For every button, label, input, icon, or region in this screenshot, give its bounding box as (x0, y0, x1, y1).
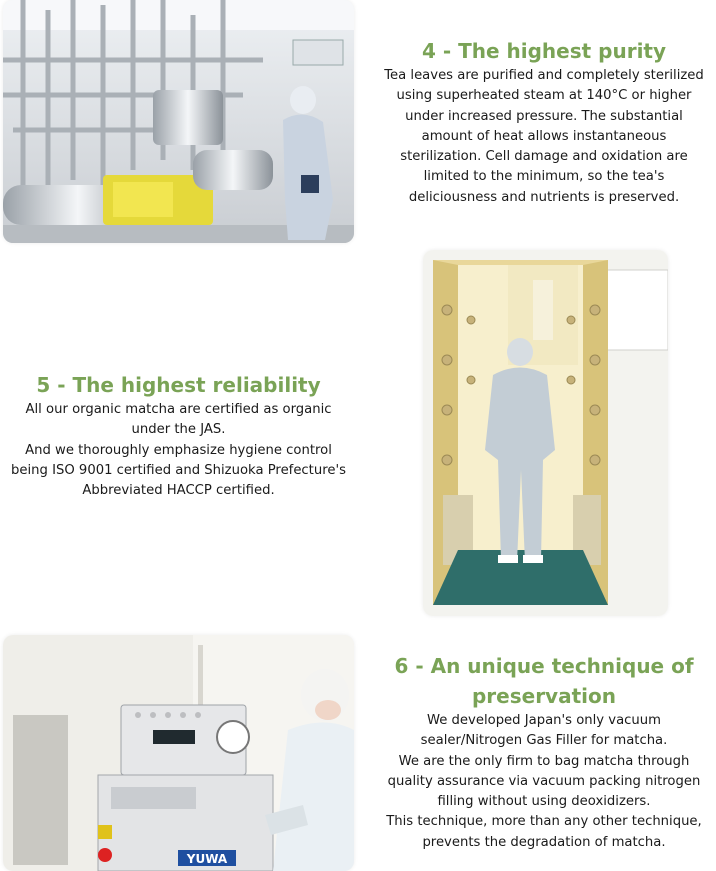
text-line: under the JAS. (131, 422, 226, 438)
text-line: limited to the minimum, so the tea's (423, 169, 665, 185)
purity-description (372, 66, 716, 208)
text-line: amount of heat allows instantaneous (421, 128, 667, 144)
vacuum-sealer-photo (3, 635, 354, 871)
text-line: And we thoroughly emphasize hygiene control (25, 442, 332, 458)
text-line: We developed Japan's only vacuum (426, 713, 661, 728)
text-line: sealer/Nitrogen Gas Filler for matcha. (420, 733, 668, 749)
text-line: deliciousness and nutrients is preserved. (408, 189, 680, 205)
sterilization-equipment-image (3, 0, 354, 243)
purity-heading: 4 - The highest purity (421, 39, 667, 63)
reliability-description (0, 400, 357, 501)
heading-line: 6 - An unique technique of (394, 654, 694, 678)
purity-section (372, 36, 716, 208)
preservation-heading (372, 651, 716, 711)
text-line: under increased pressure. The substantial (405, 108, 683, 124)
sterilization-equipment-photo (3, 0, 354, 243)
heading-line: preservation (471, 684, 616, 708)
text-line: This technique, more than any other technique, (386, 814, 702, 830)
text-line: using superheated steam at 140°C or higher (396, 88, 692, 104)
text-line: We are the only firm to bag matcha through (398, 753, 690, 769)
text-line: being ISO 9001 certified and Shizuoka Prefecture's (11, 462, 346, 478)
air-shower-image (423, 250, 668, 616)
text-line: All our organic matcha are certified as organic (25, 402, 332, 417)
text-line: quality assurance via vacuum packing nitrogen (387, 773, 701, 789)
reliability-heading: 5 - The highest reliability (36, 373, 321, 397)
air-shower-photo (423, 250, 668, 616)
vacuum-sealer-image (3, 635, 354, 871)
text-line: sterilization. Cell damage and oxidation are (400, 149, 688, 165)
text-line: Abbreviated HACCP certified. (82, 483, 275, 499)
text-line: prevents the degradation of matcha. (422, 834, 666, 850)
text-line: Tea leaves are purified and completely sterilized (384, 68, 704, 83)
preservation-description (372, 711, 716, 853)
text-line: filling without using deoxidizers. (437, 794, 651, 810)
preservation-section (372, 651, 716, 853)
machine-brand-label: YUWA (186, 852, 228, 866)
reliability-section (0, 370, 357, 501)
